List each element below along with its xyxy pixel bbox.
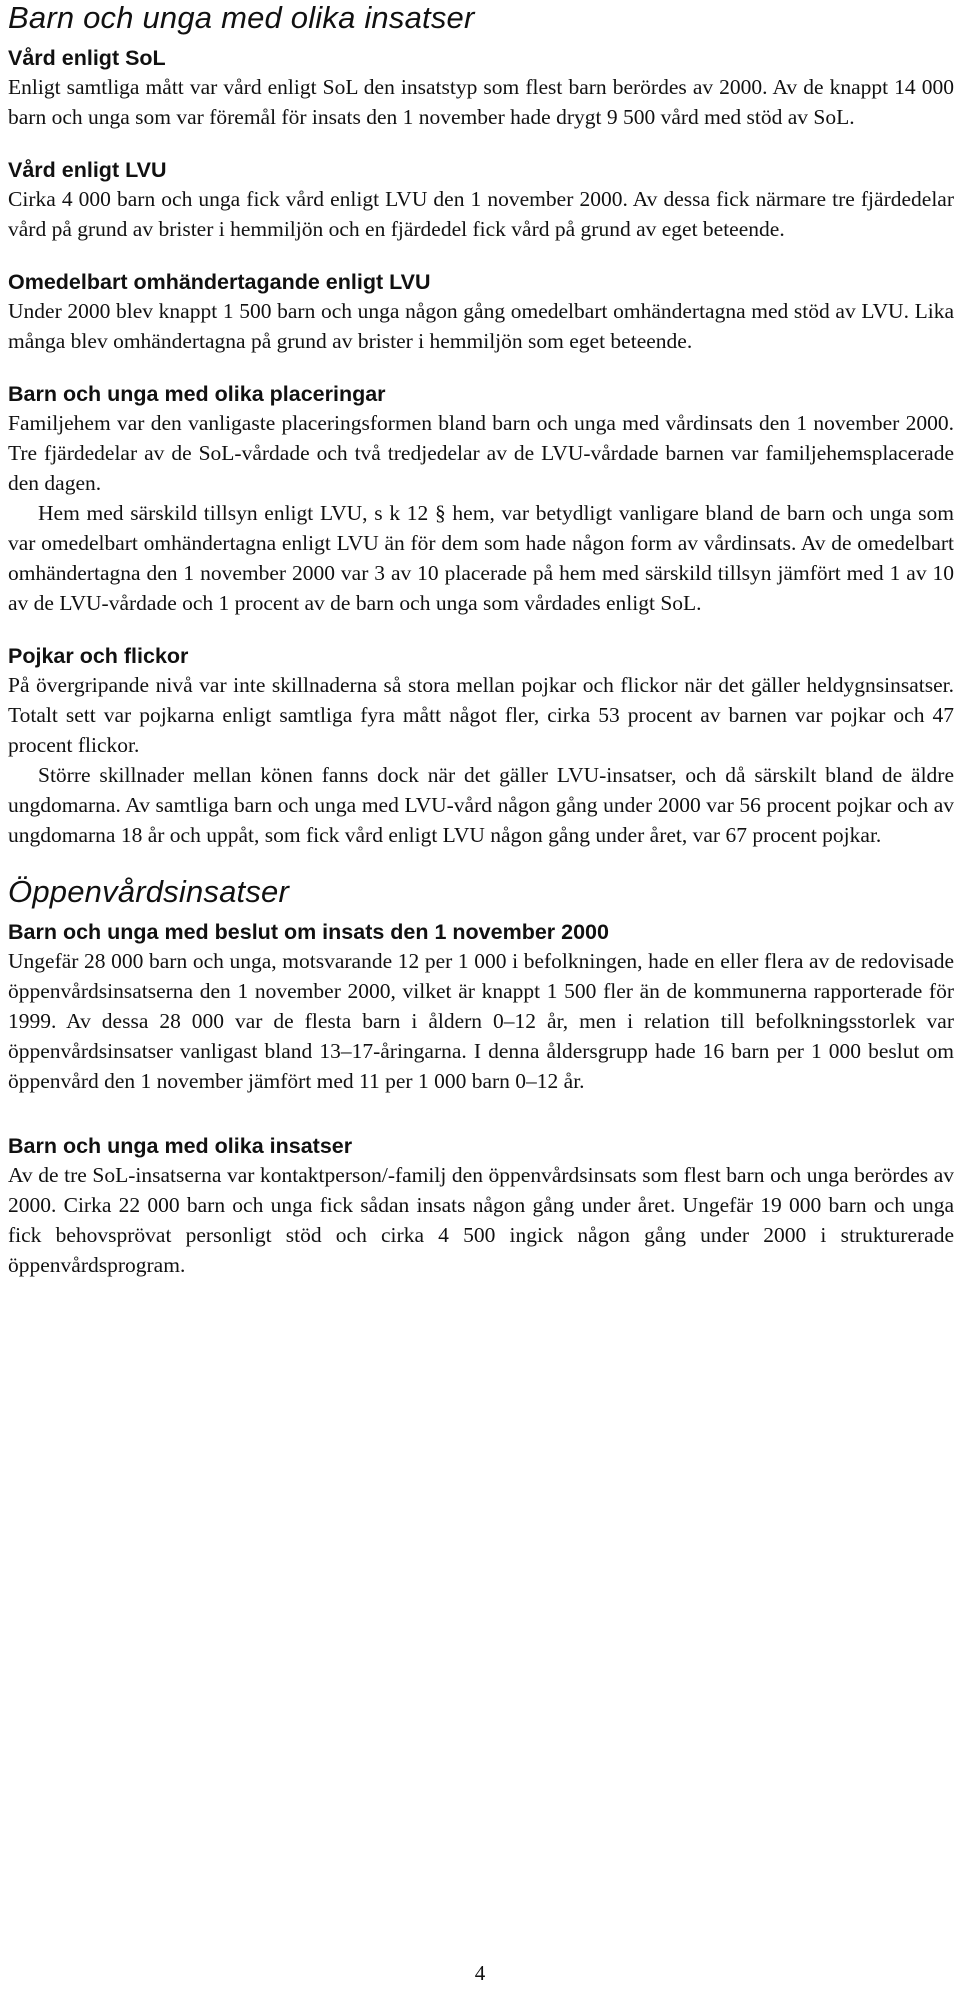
- section-title-oppenvard: Öppenvårdsinsatser: [8, 874, 290, 909]
- heading-vard-lvu: Vård enligt LVU: [8, 158, 167, 182]
- document-page: [8, 0, 954, 1280]
- heading-olika-insatser: Barn och unga med olika insatser: [8, 1134, 353, 1158]
- heading-vard-sol: Vård enligt SoL: [8, 46, 166, 70]
- heading-pojkar-flickor: Pojkar och flickor: [8, 644, 189, 668]
- subsection-placeringar: [8, 380, 954, 618]
- paragraph-placeringar-1: Familjehem var den vanligaste placeringsformen bland barn och unga med vårdinsats den 1 november 2000. Tre fjärdedelar av de SoL-vårdade och två tredjedelar av de LVU-vårdade barnen var familjehemsplacerade den dagen.: [8, 411, 954, 495]
- paragraph-vard-sol: Enligt samtliga mått var vård enligt SoL den insatstyp som flest barn berördes av 2000. Av de knappt 14 000 barn och unga som var föremål för insats den 1 november hade drygt 9 500 vård med stöd av SoL.: [8, 75, 954, 129]
- paragraph-placeringar-2: Hem med särskild tillsyn enligt LVU, s k 12 § hem, var betydligt vanligare bland de barn och unga som var omedelbart omhändertagna enligt LVU än för dem som hade någon form av vårdinsats. Av de omedelbart omhändertagna den 1 november 2000 var 3 av 10 placerade på hem med särskild tillsyn jämfört med 1 av 10 av de LVU-vårdade och 1 procent av de barn och unga som vårdades enligt SoL.: [8, 501, 954, 615]
- subsection-omedelbart: [8, 268, 954, 356]
- subsection-sol: [8, 44, 954, 132]
- paragraph-pojkar-2: Större skillnader mellan könen fanns dock när det gäller LVU-insatser, och då särskilt bland de äldre ungdomarna. Av samtliga barn och unga med LVU-vård någon gång under 2000 var 56 procent pojkar och av ungdomarna 18 år och uppåt, som fick vård enligt LVU någon gång under året, var 67 procent pojkar.: [8, 763, 954, 847]
- heading-omedelbart: Omedelbart omhändertagande enligt LVU: [8, 270, 431, 294]
- section-title-insatser: Barn och unga med olika insatser: [8, 0, 475, 35]
- subsection-beslut: [8, 918, 954, 1096]
- paragraph-olika-insatser: Av de tre SoL-insatserna var kontaktperson/-familj den öppenvårdsinsats som flest barn och unga berördes av 2000. Cirka 22 000 barn och unga fick sådan insats någon gång under året. Ungefär 19 000 barn och unga fick behovsprövat personligt stöd och cirka 4 500 ingick någon gång under 2000 i strukturerade öppenvårdsprogram.: [8, 1163, 954, 1277]
- heading-beslut: Barn och unga med beslut om insats den 1 november 2000: [8, 920, 609, 944]
- page-number: 4: [474, 1961, 486, 1985]
- paragraph-vard-lvu: Cirka 4 000 barn och unga fick vård enligt LVU den 1 november 2000. Av dessa fick närmare tre fjärdedelar vård på grund av brister i hemmiljön och en fjärdedel fick vård på grund av eget beteende.: [8, 187, 954, 241]
- subsection-olika-insatser: [8, 1132, 954, 1280]
- subsection-pojkar-flickor: [8, 642, 954, 850]
- subsection-lvu: [8, 156, 954, 244]
- heading-placeringar: Barn och unga med olika placeringar: [8, 382, 386, 406]
- paragraph-pojkar-1: På övergripande nivå var inte skillnaderna så stora mellan pojkar och flickor när det gäller heldygnsinsatser. Totalt sett var pojkarna enligt samtliga fyra mått något fler, cirka 53 procent av barnen var pojkar och 47 procent flickor.: [8, 673, 954, 757]
- paragraph-beslut: Ungefär 28 000 barn och unga, motsvarande 12 per 1 000 i befolkningen, hade en eller flera av de redovisade öppenvårdsinsatserna den 1 november 2000, vilket är knappt 1 500 fler än de kommunerna rapporterade för 1999. Av dessa 28 000 var de flesta barn i åldern 0–12 år, men i relation till befolkningsstorlek var öppenvårdsinsatser vanligast bland 13–17-åringarna. I denna åldersgrupp hade 16 barn per 1 000 beslut om öppenvård den 1 november jämfört med 11 per 1 000 barn 0–12 år.: [8, 949, 954, 1093]
- paragraph-omedelbart: Under 2000 blev knappt 1 500 barn och unga någon gång omedelbart omhändertagna med stöd av LVU. Lika många blev omhändertagna på grund av brister i hemmiljön som eget beteende.: [8, 299, 954, 353]
